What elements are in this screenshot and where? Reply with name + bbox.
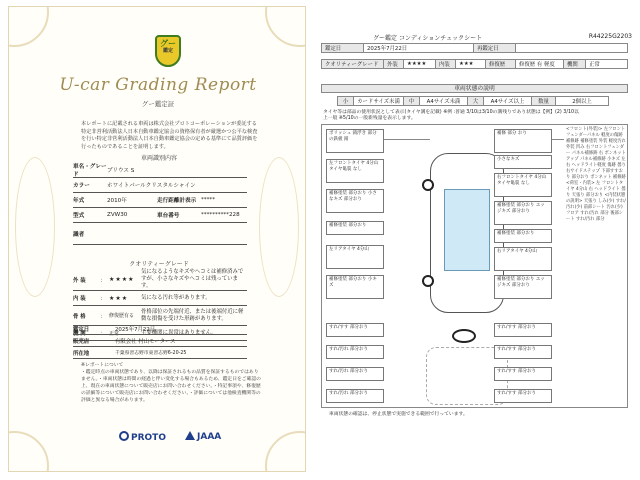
grade-row-exterior: 外 装 ： ★★★★ 気になるようなキズやヘコミは補修済みですが、小さなキズやヘコミは残っています。 xyxy=(73,269,247,291)
steering-wheel-icon xyxy=(452,329,476,343)
damage-label: 右フロントタイヤ 4分山 タイヤ亀裂 なし xyxy=(494,173,552,197)
corner-ornament xyxy=(8,431,49,472)
vehicle-table xyxy=(73,163,247,245)
grade-row-engine: 機 関 ： 正常 主要機関に異常はありません。 xyxy=(73,326,247,341)
vehicle-row: 車名・グレード プリウス S xyxy=(73,163,247,178)
certificate-intro: 本レポートに記載される車両は株式会社プロトコーポレーションが委託する特定非営利活動法人日本自動車鑑定協会の資格保有者が厳選かつ公平な検査を行い特定非営利活動法人日本自動車鑑定協会の定める基準にて品質評価を行ったものであることを証明します。 xyxy=(81,121,258,150)
corner-ornament xyxy=(265,431,306,472)
damage-label: すれ/汚れ 部分おり xyxy=(326,345,384,359)
grade-row-frame: 骨 格 ： 修復歴有る 骨格部位の先端付近、または後端付近に軽微な損傷を受けた形跡があります。 xyxy=(73,306,247,326)
sheet-header-table xyxy=(321,43,628,69)
proto-mark-icon xyxy=(119,431,129,441)
certificate-subtitle: グー鑑定証 xyxy=(141,100,175,108)
damage-label: すれ/汚れ 部分おり xyxy=(326,367,384,381)
vehicle-row: 識者 xyxy=(73,223,247,245)
info-row: 所在地 千葉県習志野市東習志野6-20-25 xyxy=(73,347,247,359)
damage-label: 補修塗装 部分おり xyxy=(494,229,552,243)
vehicle-row: 年式 2010年 走行距離計表示 ***** xyxy=(73,193,247,208)
proto-logo: PROTO xyxy=(119,431,166,443)
certificate-title: U-car Grading Report xyxy=(59,75,257,95)
damage-label: すれ/すす 部分おり xyxy=(494,323,552,337)
vehicle-row: カラー ホワイトパールクリスタルシャイン xyxy=(73,178,247,193)
legend-note: タイヤ等は部品の使用状況として表示(タイヤ溝を記載) ※例 :普通 3/10は3/10の溝残りであり状態は【例】(2) 3/10以上一般 ※5/10の一般新残量を表示します。 xyxy=(323,110,579,122)
damage-label: すれ/汚れ 部分おり xyxy=(326,389,384,403)
sheet-footer-note: 車両状態の確認は、停止状態で実施できる範囲で行っています。 xyxy=(329,412,468,417)
damage-label: すれ/すす 部分おり xyxy=(494,345,552,359)
info-row: 鑑定日 2025年7月22日 xyxy=(73,323,247,335)
damage-label: 補修塗装 部分おり 小さなキズ 部分おり xyxy=(326,189,384,213)
vehicle-section-heading: 車両識別内容 xyxy=(140,155,177,162)
vehicle-damage-diagram xyxy=(321,124,628,408)
damage-label: 補修塗装 部分おり xyxy=(326,221,384,235)
damage-label: すれ/すす 部分おり xyxy=(494,389,552,403)
goo-appraisal-logo-icon: グー 鑑定 xyxy=(155,35,181,67)
condition-check-sheet xyxy=(313,0,640,480)
sheet-title: グー鑑定 コンディションチェックシート xyxy=(373,35,483,42)
info-row: 販売店 有限会社 村山モータース xyxy=(73,335,247,347)
damage-label: 小さなキズ xyxy=(494,155,552,169)
vehicle-state-panel-title: 車両状態の説明 xyxy=(321,84,628,93)
damage-label: 左フロントタイヤ 4分山 タイヤ亀裂 なし xyxy=(326,159,384,183)
damage-label: すれ/すす 部分おり xyxy=(326,323,384,337)
quality-section-heading: クオリティーグレード xyxy=(129,261,189,268)
decorative-swirl xyxy=(15,157,55,297)
corner-ornament xyxy=(265,6,306,47)
grading-certificate xyxy=(8,6,306,472)
header-row: 鑑定日 2025年7月22日 再鑑定日 xyxy=(321,43,628,53)
jaaa-logo: JAAA xyxy=(185,431,221,442)
damage-label: すれ/すす 部分おり xyxy=(494,367,552,381)
vehicle-row: 型式 ZVW30 車台番号 **********228 xyxy=(73,208,247,223)
decorative-swirl xyxy=(259,157,299,297)
wheel-icon xyxy=(422,275,434,287)
report-notes: ※レポートについて ・鑑定時点の車両状態であり、以降は保証されるもの品質を保証するものではありません。・車両状態は時間の経過と伴い変化する場合もあるため、鑑定日をご確認の上、現在の車両状態について販売店にお問い合わせください。・特記事項や、修復歴の詳細等について販売店にお問い合わせください。・評価については他検査機関等の評価と異なる場合があります。 xyxy=(81,363,261,403)
damage-label: 右リアタイヤ 4分山 xyxy=(494,247,552,271)
sheet-id: R44225G2203 xyxy=(588,33,632,40)
damage-label: 左リアタイヤ 4分山 xyxy=(326,245,384,269)
damage-label: 補修塗装 部分おり 小キズ xyxy=(326,275,384,299)
damage-label: ポリッシュ 錆浮き 部分の鉄板 錆 xyxy=(326,129,384,153)
damage-label: 補修塗装 部分おり エッジキズ 部分おり xyxy=(494,275,552,299)
damage-label: 補修 部分 おり xyxy=(494,129,552,153)
damage-label: 補修塗装 部分おり エッジキズ 部分おり xyxy=(494,201,552,225)
wheel-icon xyxy=(422,179,434,191)
car-glass-area xyxy=(444,189,490,271)
damage-size-legend: 小 カードサイズ未満 中 A4サイズ未満 大 A4サイズ以上 数量 2個以上 xyxy=(337,96,609,106)
corner-ornament xyxy=(8,6,49,47)
grade-row-interior: 内 装 ： ★★★ 気になる汚れ等があります。 xyxy=(73,291,247,306)
grade-row: クオリティーグレード 外装 ★★★★ 内装 ★★★ 修復歴 修復歴 有 軽度 機関 正常 xyxy=(321,59,628,69)
condition-notes: <フロント(外装)> 左フロントフェンダーパネル 軽度の傷跡補修跡 補修塗装 外装 軽度汚れ 外装 凹み 右フロントフェンダー パネル補修跡 右 ボンネットアップ パネル補修跡 小キズ 左右 ヘッドライト軽度 傷跡 曇り 右サイドステップ 下部すすおり 部分おり ボンネット 補修跡 <荷室・内装> 左 フロントタイヤ 4分山 右 ヘッドライト 曇り 天張り 部分おり <内装状態の説明> 天張り しみ(少) すれ/汚れ(少) 前部シート 汚れ(少) フロア すれ/汚れ 部分 後部シート すれ/汚れ 部分 xyxy=(566,127,626,223)
jaaa-mark-icon xyxy=(185,431,195,440)
dealer-info-table xyxy=(73,323,247,359)
